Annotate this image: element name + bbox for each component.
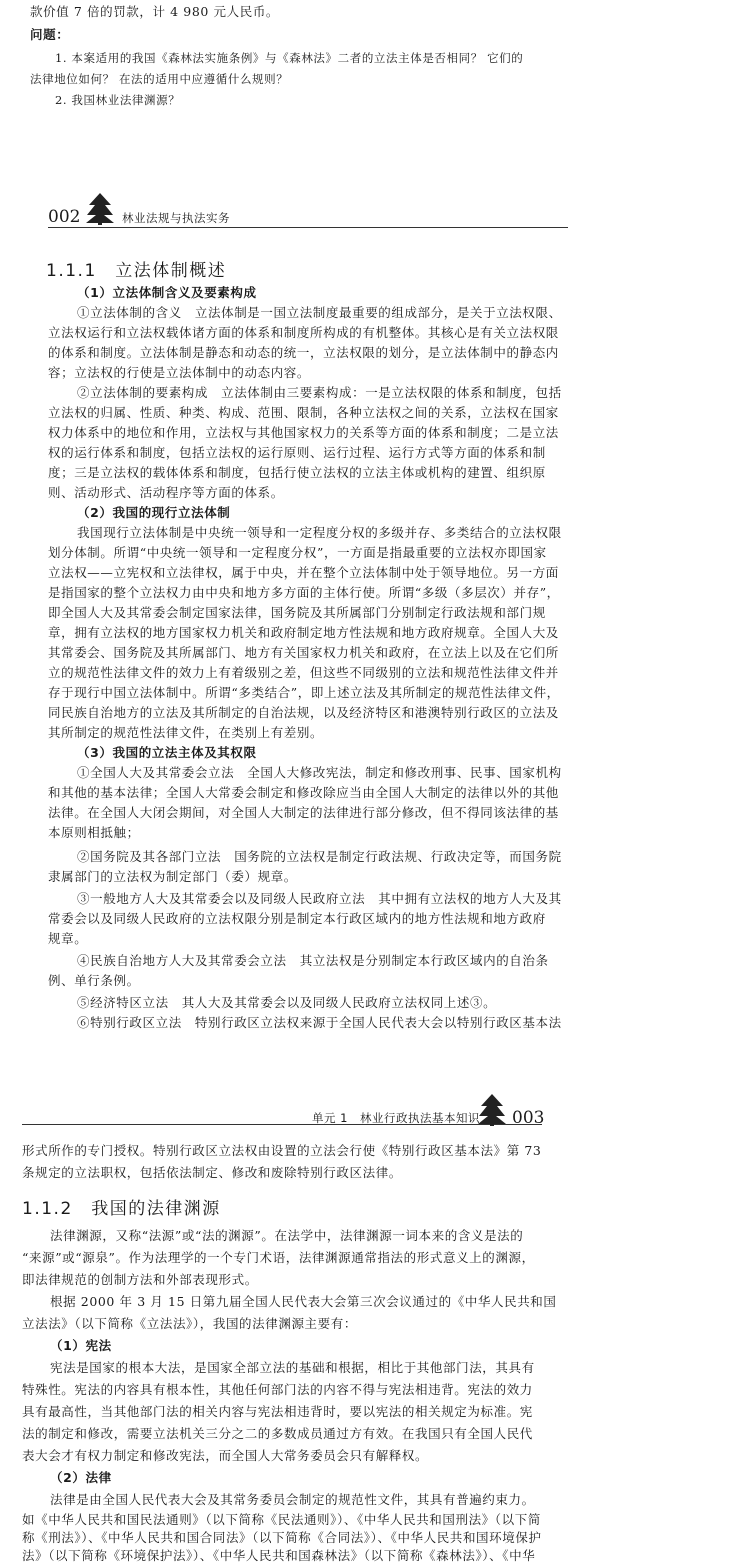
- page-number-003: 003: [512, 1108, 545, 1128]
- text-line: ⑤经济特区立法 其人大及其常委会以及同级人民政府立法权同上述③。: [77, 995, 497, 1010]
- text-line: 则、活动形式、活动程序等方面的体系。: [48, 485, 284, 500]
- intro-line: 款价值 7 倍的罚款，计 4 980 元人民币。: [30, 4, 280, 19]
- text-line: ②国务院及其各部门立法 国务院的立法权是制定行政法规、行政决定等，而国务院: [77, 849, 562, 864]
- text-line: ④民族自治地方人大及其常委会立法 其立法权是分别制定本行政区域内的自治条: [77, 953, 549, 968]
- question-2: 2. 我国林业法律渊源？: [55, 93, 181, 107]
- text-line: 称《刑法》）、《中华人民共和国合同法》（以下简称《合同法》）、《中华人民共和国环境保护: [22, 1530, 542, 1545]
- header-title-left: 林业法规与执法实务: [122, 211, 230, 225]
- text-line: 权的运行体系和制度，包括立法权的运行原则、运行过程、运行方式等方面的体系和制: [48, 445, 546, 460]
- header-rule-top: [48, 227, 568, 228]
- text-line: 的体系和制度。立法体制是静态和动态的统一，立法权限的划分，是立法体制中的静态内: [48, 345, 559, 360]
- page-number-002: 002: [48, 207, 81, 227]
- text-line: 法的制定和修改，需要立法机关三分之二的多数成员通过方有效。在我国只有全国人民代: [22, 1426, 533, 1441]
- section-title-1-1-2: 1.1.2 我国的法律渊源: [22, 1199, 221, 1219]
- questions-heading: 问题：: [30, 27, 70, 42]
- text-line: 存于现行中国立法体制中。所谓“多类结合”，即上述立法及其所制定的规范性法律文件，: [48, 685, 560, 700]
- text-line: 立法权——立宪权和立法律权，属于中央，并在整个立法体制中处于领导地位。另一方面: [48, 565, 559, 580]
- text-line: 我国现行立法体制是中央统一领导和一定程度分权的多级并存、多类结合的立法权限: [77, 525, 562, 540]
- question-1-line-1: 1. 本案适用的我国《森林法实施条例》与《森林法》二者的立法主体是否相同？ 它们的: [55, 51, 524, 65]
- heading-constitution: （1）宪法: [50, 1338, 112, 1353]
- text-line: 立法权的归属、性质、种类、构成、范围、限制，各种立法权之间的关系，立法权在国家: [48, 405, 559, 420]
- text-line: 立的规范性法律文件的效力上有着级别之差，但这些不同级别的立法和规范性法律文件并: [48, 665, 559, 680]
- text-line: 法》（以下简称《环境保护法》）、《中华人民共和国森林法》（以下简称《森林法》）、《中华: [22, 1548, 536, 1563]
- text-line: 具有最高性，当其他部门法的相关内容与宪法相违背时，要以宪法的相关规定为标准。宪: [22, 1404, 533, 1419]
- text-line: 立法权运行和立法权载体诸方面的体系和制度所构成的有机整体。其核心是有关立法权限: [48, 325, 559, 340]
- text-line: 立法法》（以下简称《立法法》），我国的法律渊源主要有：: [22, 1316, 357, 1331]
- heading-law: （2）法律: [50, 1470, 112, 1485]
- text-line: 常委会以及同级人民政府的立法权限分别是制定本行政区域内的地方性法规和地方政府: [48, 911, 546, 926]
- heading-1: （1）立法体制含义及要素构成: [77, 285, 257, 300]
- tree-icon: [478, 1094, 506, 1126]
- text-line: 同民族自治地方的立法及其所制定的自治法规，以及经济特区和港澳特别行政区的立法及: [48, 705, 559, 720]
- text-line: 特殊性。宪法的内容具有根本性，其他任何部门法的内容不得与宪法相违背。宪法的效力: [22, 1382, 533, 1397]
- text-line: 即全国人大及其常委会制定国家法律，国务院及其所属部门分别制定行政法规和部门规: [48, 605, 546, 620]
- text-line: 法律。在全国人大闭会期间，对全国人大制定的法律进行部分修改，但不得同该法律的基: [48, 805, 559, 820]
- text-line: 隶属部门的立法权为制定部门（委）规章。: [48, 869, 297, 884]
- text-line: 形式所作的专门授权。特别行政区立法权由设置的立法会行使《特别行政区基本法》第 73: [22, 1143, 542, 1158]
- text-line: 即法律规范的创制方法和外部表现形式。: [22, 1272, 258, 1287]
- text-line: ②立法体制的要素构成 立法体制由三要素构成：一是立法权限的体系和制度，包括: [77, 385, 562, 400]
- question-1-line-2: 法律地位如何？ 在法的适用中应遵循什么规则？: [30, 72, 289, 86]
- text-line: 容；立法权的行使是立法体制中的动态内容。: [48, 365, 311, 380]
- text-line: 其所制定的规范性法律文件，在类别上有差别。: [48, 725, 324, 740]
- text-line: 其常委会、国务院及其所属部门、地方有关国家权力机关和政府，在立法上以及在它们所: [48, 645, 559, 660]
- text-line: 划分体制。所谓“中央统一领导和一定程度分权”，一方面是指最重要的立法权亦即国家: [48, 545, 547, 560]
- text-line: “来源”或“源泉”。作为法理学的一个专门术语，法律渊源通常指法的形式意义上的渊源，: [22, 1250, 535, 1265]
- text-line: 规章。: [48, 931, 88, 946]
- text-line: 法律是由全国人民代表大会及其常务委员会制定的规范性文件，其具有普遍约束力。: [50, 1492, 535, 1507]
- text-line: ①全国人大及其常委会立法 全国人大修改宪法，制定和修改刑事、民事、国家机构: [77, 765, 562, 780]
- section-title-1-1-1: 1.1.1 立法体制概述: [46, 261, 227, 281]
- text-line: 本原则相抵触；: [48, 825, 140, 840]
- text-line: 宪法是国家的根本大法，是国家全部立法的基础和根据，相比于其他部门法，其具有: [50, 1360, 535, 1375]
- text-line: ③一般地方人大及其常委会以及同级人民政府立法 其中拥有立法权的地方人大及其: [77, 891, 562, 906]
- text-line: 和其他的基本法律；全国人大常委会制定和修改除应当由全国人大制定的法律以外的其他: [48, 785, 559, 800]
- text-line: 权力体系中的地位和作用，立法权与其他国家权力的关系等方面的体系和制度；二是立法: [48, 425, 559, 440]
- text-line: 度；三是立法权的载体体系和制度，包括行使立法权的立法主体或机构的建置、组织原: [48, 465, 546, 480]
- text-line: 根据 2000 年 3 月 15 日第九届全国人民代表大会第三次会议通过的《中华人民共和国: [50, 1294, 557, 1309]
- text-line: 法律渊源，又称“法源”或“法的渊源”。在法学中，法律渊源一词本来的含义是法的: [50, 1228, 524, 1243]
- text-line: 条规定的立法职权，包括依法制定、修改和废除特别行政区法律。: [22, 1165, 402, 1180]
- text-line: 章，拥有立法权的地方国家权力机关和政府制定地方性法规和地方政府规章。全国人大及: [48, 625, 559, 640]
- text-line: 是指国家的整个立法权力由中央和地方多方面的主体行使。所谓“多级（多层次）并存”，: [48, 585, 560, 600]
- heading-3: （3）我国的立法主体及其权限: [77, 745, 257, 760]
- text-line: ⑥特别行政区立法 特别行政区立法权来源于全国人民代表大会以特别行政区基本法: [77, 1015, 562, 1030]
- heading-2: （2）我国的现行立法体制: [77, 505, 231, 520]
- text-line: 表大会才有权力制定和修改宪法，而全国人大常务委员会只有解释权。: [22, 1448, 429, 1463]
- text-line: ①立法体制的含义 立法体制是一国立法制度最重要的组成部分，是关于立法权限、: [77, 305, 562, 320]
- tree-icon: [86, 193, 114, 225]
- text-line: 例、单行条例。: [48, 973, 140, 988]
- header-title-right: 单元 1 林业行政执法基本知识: [312, 1111, 480, 1125]
- text-line: 如《中华人民共和国民法通则》（以下简称《民法通则》）、《中华人民共和国刑法》（以下简: [22, 1512, 541, 1527]
